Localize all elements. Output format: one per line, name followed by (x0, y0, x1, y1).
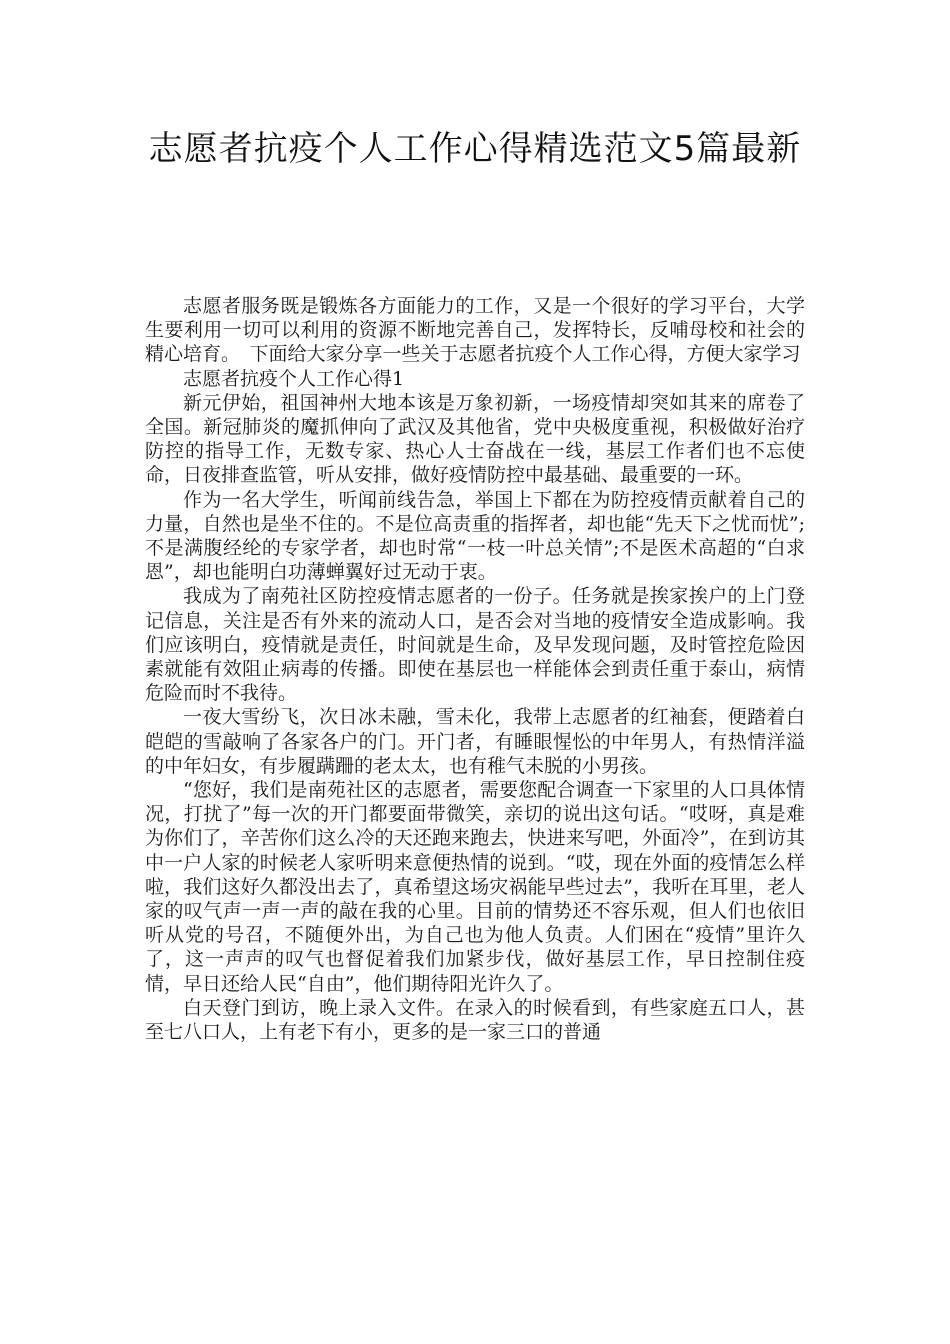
paragraph: 我成为了南苑社区防控疫情志愿者的一份子。任务就是挨家挨户的上门登记信息，关注是否有外来的流动人口，是否会对当地的疫情安全造成影响。我们应该明白，疫情就是责任，时间就是生命，及早发现问题，及时管控危险因素就能有效阻止病毒的传播。即使在基层也一样能体会到责任重于泰山，病情危险而时不我待。 (145, 585, 805, 705)
document-body (145, 294, 805, 1044)
paragraph: “您好，我们是南苑社区的志愿者，需要您配合调查一下家里的人口具体情况，打扰了”每一次的开门都要面带微笑，亲切的说出这句话。“哎呀，真是难为你们了，辛苦你们这么冷的天还跑来跑去，快进来写吧，外面冷”，在到访其中一户人家的时候老人家听明来意便热情的说到。“哎，现在外面的疫情怎么样啦，我们这好久都没出去了，真希望这场灾祸能早些过去”，我听在耳里，老人家的叹气声一声一声的敲在我的心里。目前的情势还不容乐观，但人们也依旧听从党的号召，不随便外出，为自己也为他人负责。人们困在“疫情”里许久了，这一声声的叹气也督促着我们加紧步伐，做好基层工作，早日控制住疫情，早日还给人民“自由”，他们期待阳光许久了。 (145, 779, 805, 995)
paragraph: 一夜大雪纷飞，次日冰未融，雪未化，我带上志愿者的红袖套，便踏着白皑皑的雪敲响了各家各户的门。开门者，有睡眼惺忪的中年男人，有热情洋溢的中年妇女，有步履蹒跚的老太太，也有稚气未脱的小男孩。 (145, 706, 805, 777)
paragraph: 作为一名大学生，听闻前线告急，举国上下都在为防控疫情贡献着自己的力量，自然也是坐不住的。不是位高责重的指挥者，却也能“先天下之忧而忧”;不是满腹经纶的专家学者，却也时常“一枝一叶总关情”;不是医术高超的“白求恩”，却也能明白功薄蝉翼好过无动于衷。 (145, 488, 805, 584)
paragraph: 白天登门到访，晚上录入文件。在录入的时候看到，有些家庭五口人，甚至七八口人，上有老下有小，更多的是一家三口的普通 (145, 996, 805, 1044)
section-heading: 志愿者抗疫个人工作心得1 (183, 367, 405, 390)
paragraph: 新元伊始，祖国神州大地本该是万象初新，一场疫情却突如其来的席卷了全国。新冠肺炎的魔抓伸向了武汉及其他省，党中央极度重视，积极做好治疗防控的指导工作，无数专家、热心人士奋战在一线，基层工作者们也不忘使命，日夜排查监管，听从安排，做好疫情防控中最基础、最重要的一环。 (145, 391, 805, 487)
page-title: 志愿者抗疫个人工作心得精选范文5篇最新 (148, 129, 802, 169)
paragraph-intro: 志愿者服务既是锻炼各方面能力的工作，又是一个很好的学习平台，大学生要利用一切可以利用的资源不断地完善自己，发挥特长，反哺母校和社会的精心培育。 下面给大家分享一些关于志愿者抗疫个人工作心得，方便大家学习 (145, 295, 805, 366)
